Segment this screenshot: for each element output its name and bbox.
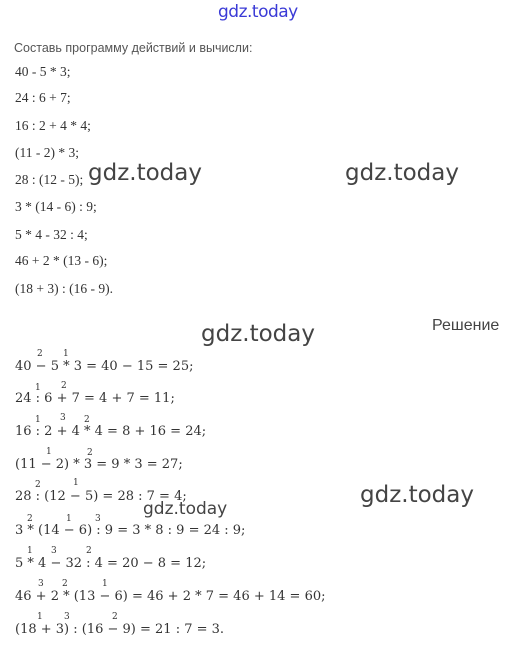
order-mark: 2: [84, 415, 90, 425]
task-expression: 3 * (14 - 6) : 9;: [15, 199, 97, 214]
task-expression: 46 + 2 * (13 - 6);: [15, 253, 108, 268]
order-mark: 2: [86, 546, 92, 556]
order-mark: 2: [87, 448, 93, 458]
task-title: Составь программу действий и вычисли:: [14, 41, 253, 55]
order-mark: 2: [112, 612, 118, 622]
solution-line: 3 * (14 − 6) : 9 = 3 * 8 : 9 = 24 : 9;: [15, 523, 246, 538]
task-expression: 24 : 6 + 7;: [15, 90, 71, 105]
order-mark: 1: [63, 349, 69, 359]
watermark: gdz.today: [360, 482, 474, 508]
order-mark: 2: [62, 579, 68, 589]
order-mark: 2: [61, 381, 67, 391]
order-mark: 2: [35, 480, 41, 490]
order-mark: 1: [37, 612, 43, 622]
order-mark: 3: [64, 612, 70, 622]
task-expression: 28 : (12 - 5);: [15, 172, 84, 187]
solution-line: 46 + 2 * (13 − 6) = 46 + 2 * 7 = 46 + 14 = 60;: [15, 589, 326, 604]
task-expression: 40 - 5 * 3;: [15, 64, 71, 79]
task-expression: (18 + 3) : (16 - 9).: [15, 281, 113, 296]
solution-line: (18 + 3) : (16 − 9) = 21 : 7 = 3.: [15, 622, 225, 637]
solution-line: 16 : 2 + 4 * 4 = 8 + 16 = 24;: [15, 424, 207, 439]
watermark: gdz.today: [201, 321, 315, 347]
watermark: gdz.today: [345, 160, 459, 186]
solution-line: 40 − 5 * 3 = 40 − 15 = 25;: [15, 359, 194, 374]
order-mark: 1: [35, 415, 41, 425]
order-mark: 1: [66, 514, 72, 524]
order-mark: 1: [35, 383, 41, 393]
task-expression: 5 * 4 - 32 : 4;: [15, 227, 88, 242]
order-mark: 3: [60, 413, 66, 423]
task-expression: (11 - 2) * 3;: [15, 145, 79, 160]
solution-line: 28 : (12 − 5) = 28 : 7 = 4;: [15, 489, 187, 504]
order-mark: 1: [46, 447, 52, 457]
order-mark: 1: [102, 579, 108, 589]
order-mark: 2: [37, 349, 43, 359]
order-mark: 3: [51, 546, 57, 556]
solution-line: (11 − 2) * 3 = 9 * 3 = 27;: [15, 457, 183, 472]
watermark: gdz.today: [143, 499, 228, 519]
task-expression: 16 : 2 + 4 * 4;: [15, 118, 91, 133]
order-mark: 2: [27, 514, 33, 524]
order-mark: 3: [38, 579, 44, 589]
site-logo[interactable]: gdz.today: [218, 2, 298, 22]
watermark: gdz.today: [88, 160, 202, 186]
solution-heading: Решение: [432, 317, 500, 334]
order-mark: 3: [95, 514, 101, 524]
solution-line: 24 : 6 + 7 = 4 + 7 = 11;: [15, 391, 175, 406]
order-mark: 1: [73, 478, 79, 488]
solution-line: 5 * 4 − 32 : 4 = 20 − 8 = 12;: [15, 556, 207, 571]
order-mark: 1: [27, 546, 33, 556]
